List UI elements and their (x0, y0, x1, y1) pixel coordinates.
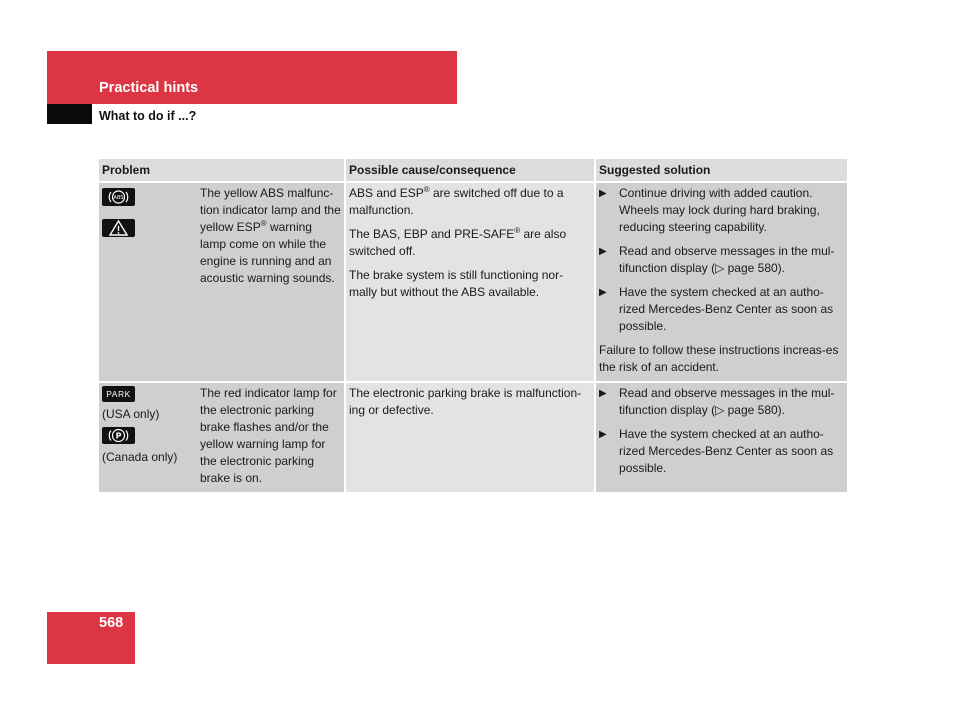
cause-paragraph: The BAS, EBP and PRE-SAFE® are also switched off. (349, 226, 567, 258)
solution-bullet: ▶ Read and observe messages in the mul-tifunction display (▷ page 580). (599, 386, 835, 417)
subsection-title: What to do if ...? (99, 109, 197, 123)
solution-bullet: ▶ Have the system checked at an autho-rized Mercedes-Benz Center as soon as possible. (599, 427, 834, 475)
subsection-marker (47, 104, 92, 124)
bullet-arrow-icon: ▶ (599, 188, 607, 199)
problem-icons-cell (99, 382, 196, 492)
svg-text:ABS: ABS (113, 195, 124, 201)
header-cause: Possible cause/consequence (345, 159, 595, 182)
solution-bullet: ▶ Continue driving with added caution. Wheels may lock during hard braking, reducing steering capability. (599, 186, 820, 234)
cause-cell (345, 182, 595, 382)
problem-icons-cell (99, 182, 196, 382)
warning-triangle-icon (102, 219, 135, 237)
bullet-arrow-icon: ▶ (599, 246, 607, 257)
header-solution: Suggested solution (595, 159, 847, 182)
table-row (99, 382, 847, 492)
section-title: Practical hints (99, 80, 199, 96)
troubleshooting-table (99, 159, 847, 492)
problem-description: The red indicator lamp for the electronic parking brake flashes and/or the yellow warning lamp for the electronic parking brake is on. (196, 382, 345, 492)
abs-icon (102, 188, 135, 206)
icon-region-label: (USA only) (102, 407, 160, 421)
page-number: 568 (99, 615, 124, 631)
solution-note: Failure to follow these instructions increas-es the risk of an accident. (599, 343, 839, 374)
bullet-arrow-icon: ▶ (599, 429, 607, 440)
parking-p-icon (102, 427, 135, 444)
solution-bullet: ▶ Have the system checked at an autho-rized Mercedes-Benz Center as soon as possible. (599, 285, 834, 333)
svg-text:P: P (115, 431, 122, 441)
header-problem: Problem (99, 159, 345, 182)
icon-region-label: (Canada only) (102, 450, 178, 464)
problem-description: The yellow ABS malfunc-tion indicator lamp and the yellow ESP® warning lamp come on while the engine is running and an acoustic warning sounds. (196, 182, 345, 382)
table-header-row (99, 159, 847, 182)
solution-cell (595, 382, 847, 492)
cause-paragraph: ABS and ESP® are switched off due to a malfunction. (349, 185, 564, 217)
section-header-bar (47, 51, 457, 104)
cause-cell: The electronic parking brake is malfunction-ing or defective. (345, 382, 595, 492)
solution-bullet: ▶ Read and observe messages in the mul-tifunction display (▷ page 580). (599, 244, 835, 275)
park-icon: PARK (102, 386, 135, 402)
bullet-arrow-icon: ▶ (599, 287, 607, 298)
bullet-arrow-icon: ▶ (599, 388, 607, 399)
table-row (99, 182, 847, 382)
cause-paragraph: The brake system is still functioning nor-mally but without the ABS available. (349, 268, 564, 299)
solution-cell (595, 182, 847, 382)
